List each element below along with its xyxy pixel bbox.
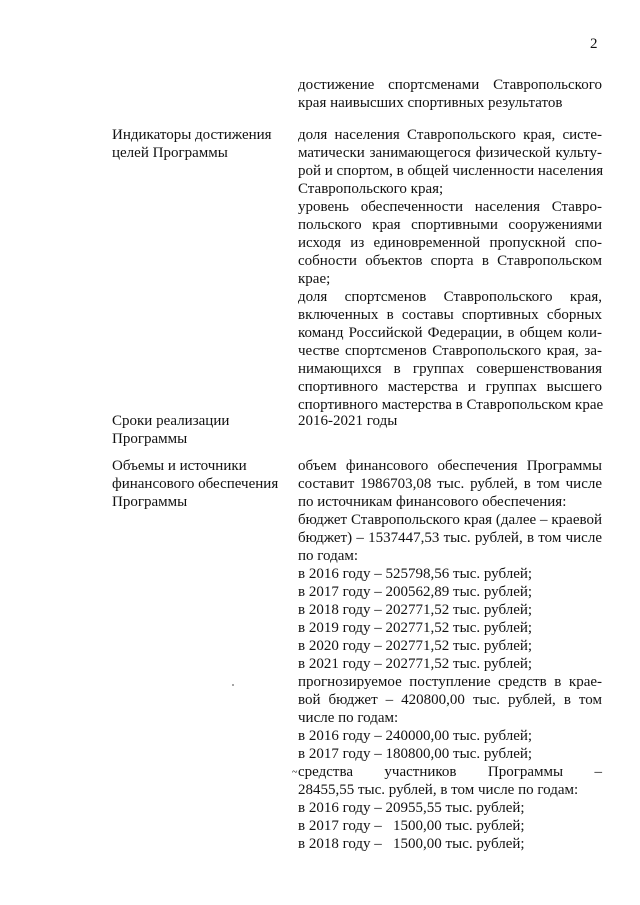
text-line: бюджет) – 1537447,53 тыс. рублей, в том числе <box>298 530 602 546</box>
text-line: исходя из единовременной пропускной спо- <box>298 235 602 251</box>
text-line: средства участников Программы – <box>298 764 602 780</box>
label-line: целей Программы <box>112 145 228 161</box>
terms-label <box>112 412 292 448</box>
text-line: спортивного мастерства и группах высшего <box>298 379 602 395</box>
text-line: объем финансового обеспечения Программы <box>298 458 602 474</box>
text-line: доля спортсменов Ставропольского края, <box>298 289 602 305</box>
text-line: в 2019 году – 202771,52 тыс. рублей; <box>298 620 533 636</box>
label-line: Программы <box>112 431 188 447</box>
indicators-value <box>298 126 602 414</box>
text-line: матически занимающегося физической культу- <box>298 145 602 161</box>
financing-value <box>298 457 602 853</box>
text-line: в 2020 году – 202771,52 тыс. рублей; <box>298 638 533 654</box>
text-line: честве спортсменов Ставропольского края, за- <box>298 343 602 359</box>
text-line: 2016-2021 годы <box>298 413 398 429</box>
text-line: команд Российской Федерации, в общем коли- <box>298 325 602 341</box>
text-line: спортивного мастерства в Ставропольском крае <box>298 397 604 413</box>
text-line: числе по годам: <box>298 710 399 726</box>
text-line: прогнозируемое поступление средств в крае- <box>298 674 602 690</box>
text-line: 28455,55 тыс. рублей, в том числе по годам: <box>298 782 579 798</box>
text-line: включенных в составы спортивных сборных <box>298 307 602 323</box>
terms-value <box>298 412 602 430</box>
text-line: в 2018 году – 202771,52 тыс. рублей; <box>298 602 533 618</box>
text-line: Ставропольского края; <box>298 181 444 197</box>
text-line: крае; <box>298 271 331 287</box>
scan-speck <box>232 684 234 686</box>
text-line: по источникам финансового обеспечения: <box>298 494 567 510</box>
text-line: в 2017 году – 180800,00 тыс. рублей; <box>298 746 533 762</box>
label-line: Сроки реализации <box>112 413 230 429</box>
label-line: Объемы и источники <box>112 458 247 474</box>
text-line: края наивысших спортивных результатов <box>298 95 563 111</box>
text-line: вой бюджет – 420800,00 тыс. рублей, в том <box>298 692 602 708</box>
text-line: в 2018 году – 1500,00 тыс. рублей; <box>298 836 525 852</box>
text-line: собности объектов спорта в Ставропольском <box>298 253 602 269</box>
text-line: доля населения Ставропольского края, систе- <box>298 127 602 143</box>
text-line: по годам: <box>298 548 359 564</box>
goal-continuation <box>298 76 602 112</box>
text-line: рой и спортом, в общей численности населения <box>298 163 604 179</box>
text-line: в 2016 году – 240000,00 тыс. рублей; <box>298 728 533 744</box>
text-line: бюджет Ставропольского края (далее – краевой <box>298 512 602 528</box>
text-line: нимающихся в группах совершенствования <box>298 361 602 377</box>
text-line: в 2017 году – 1500,00 тыс. рублей; <box>298 818 525 834</box>
page-number: 2 <box>590 36 598 52</box>
text-line: в 2017 году – 200562,89 тыс. рублей; <box>298 584 533 600</box>
stray-mark: ~ <box>292 767 298 778</box>
text-line: составит 1986703,08 тыс. рублей, в том числе <box>298 476 602 492</box>
indicators-label <box>112 126 292 162</box>
text-line: в 2021 году – 202771,52 тыс. рублей; <box>298 656 533 672</box>
text-line: в 2016 году – 525798,56 тыс. рублей; <box>298 566 533 582</box>
text-line: в 2016 году – 20955,55 тыс. рублей; <box>298 800 525 816</box>
text-line: достижение спортсменами Ставропольского <box>298 77 602 93</box>
financing-label <box>112 457 292 511</box>
text-line: польского края спортивными сооружениями <box>298 217 602 233</box>
label-line: Программы <box>112 494 188 510</box>
label-line: Индикаторы достижения <box>112 127 272 143</box>
text-line: уровень обеспеченности населения Ставро- <box>298 199 602 215</box>
label-line: финансового обеспечения <box>112 476 279 492</box>
